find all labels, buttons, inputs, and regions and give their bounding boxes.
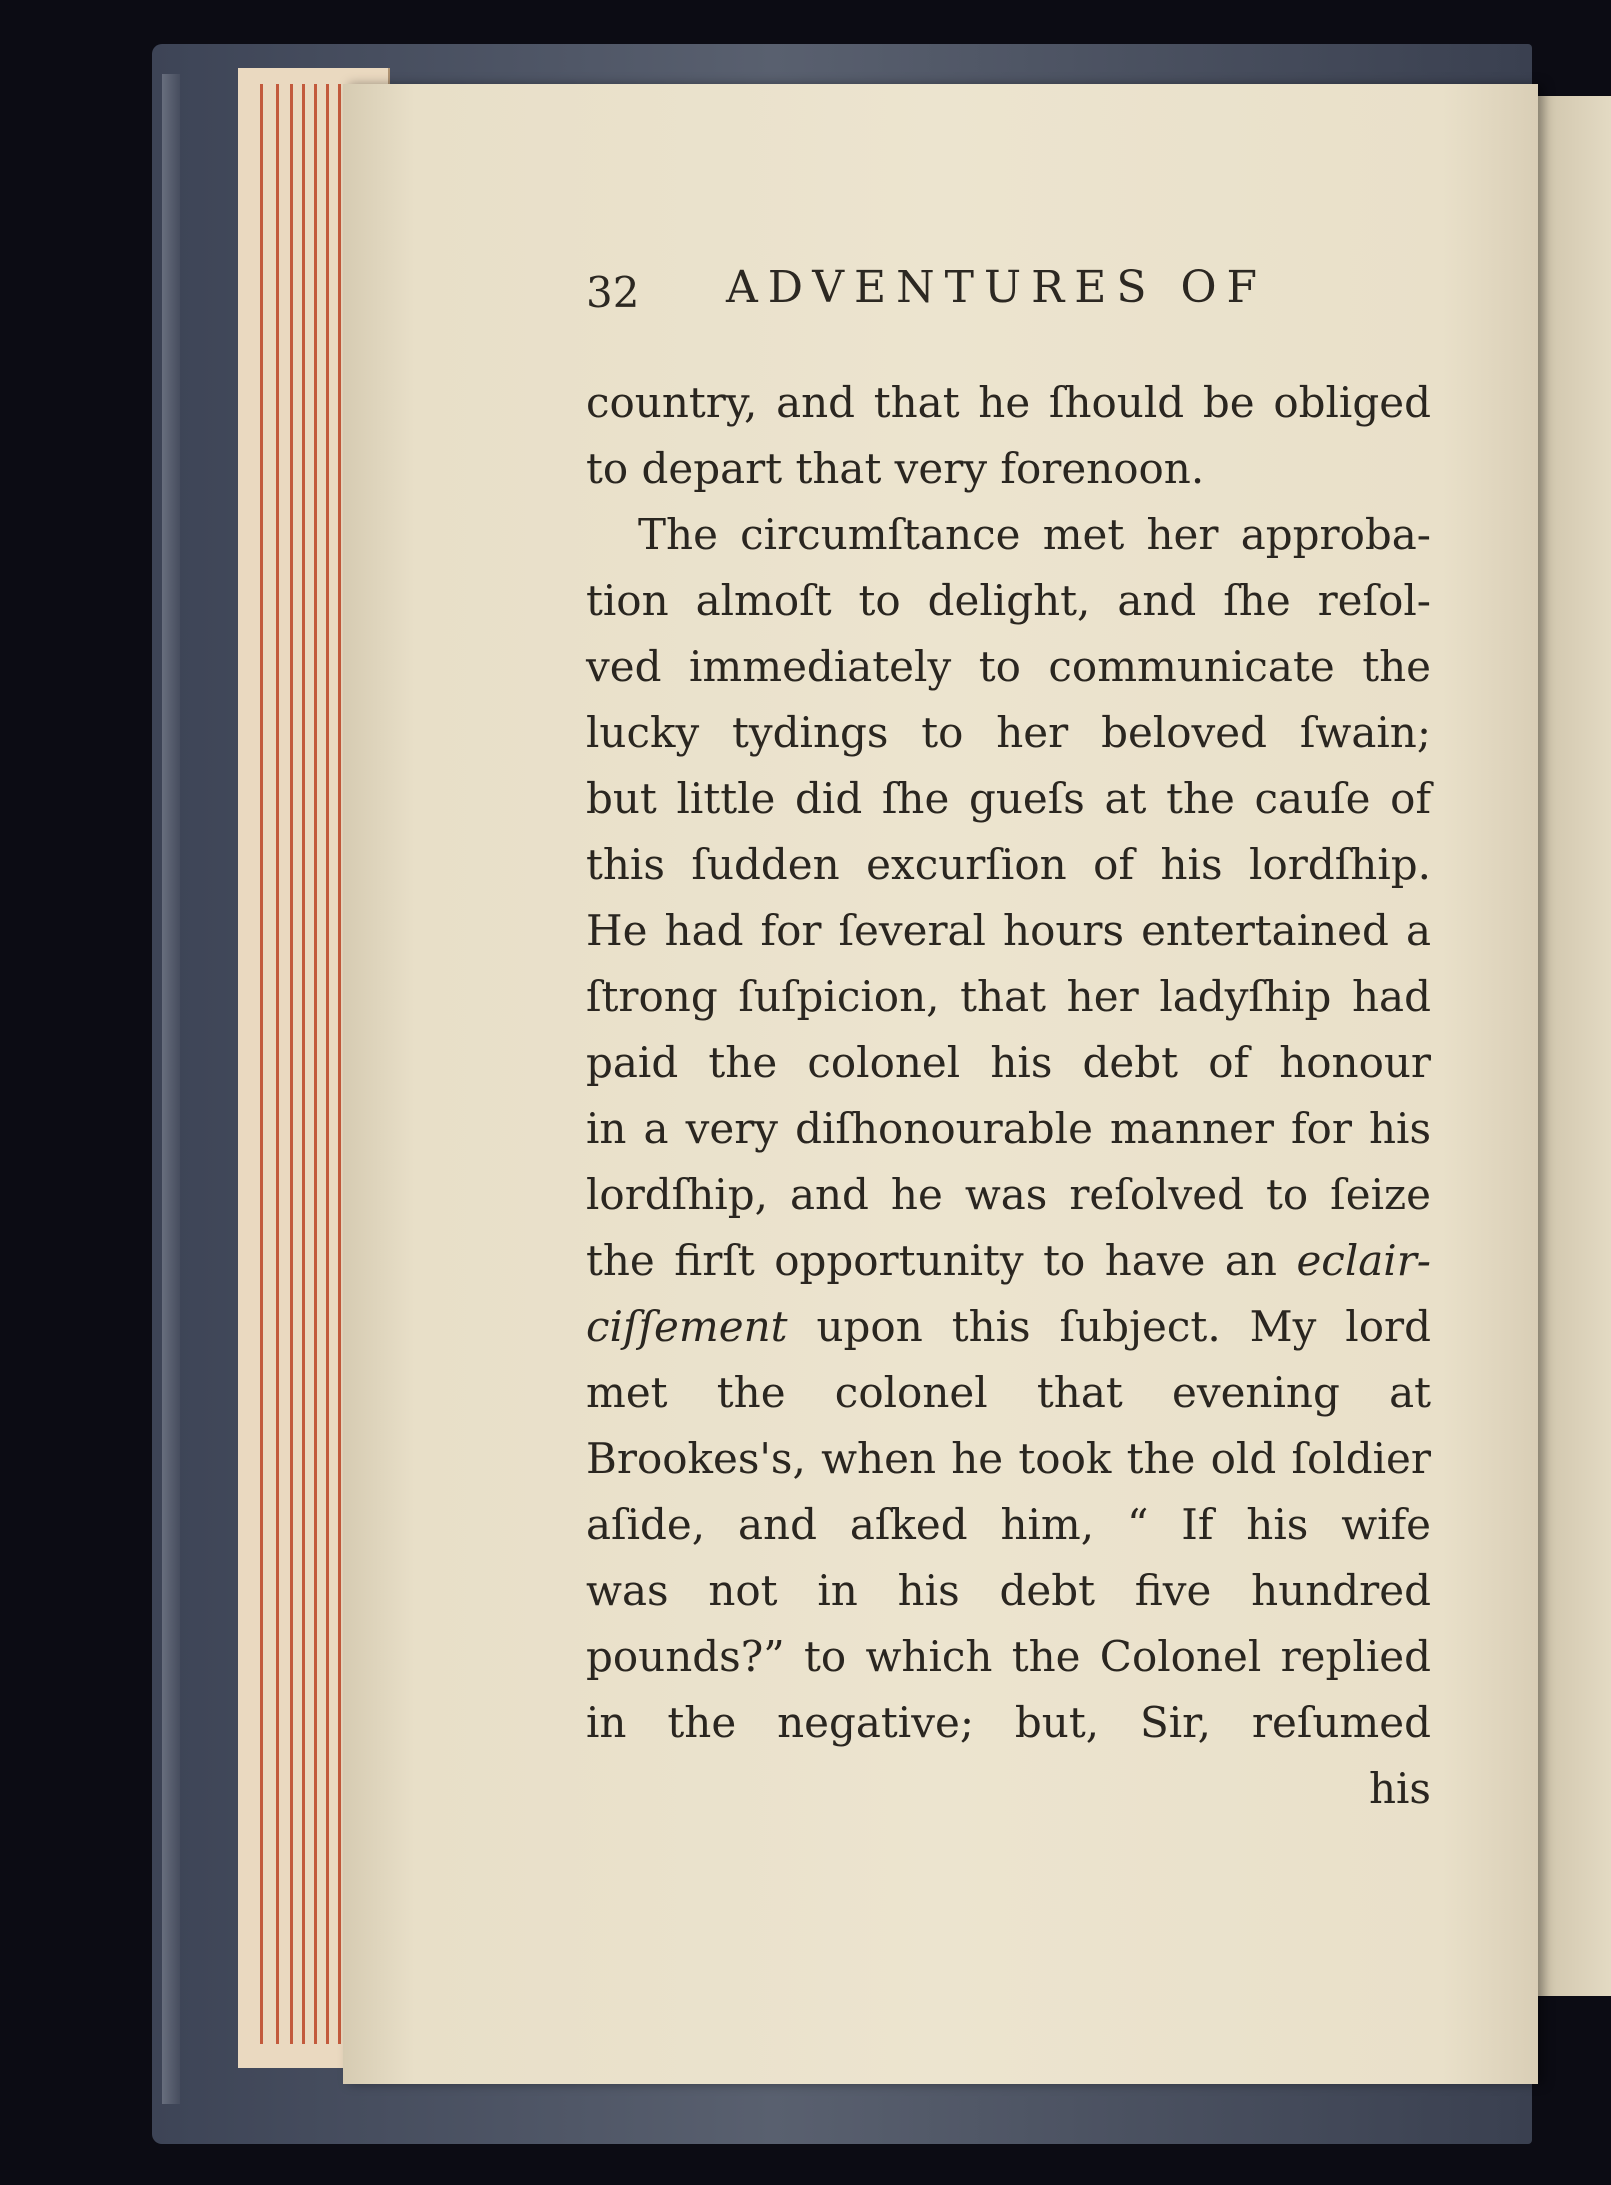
text-line [586,568,1431,634]
text-line [586,436,1431,502]
text-line [586,964,1431,1030]
running-head-title: ADVENTURES OF [726,262,1268,313]
line-text: met the colonel that evening at [586,1368,1431,1417]
text-line [586,1096,1431,1162]
line-text: Brookes's, when he took the old ſoldier [586,1434,1431,1483]
text-line [586,1162,1431,1228]
red-edge-line [338,84,341,2044]
line-text: but little did ſhe gueſs at the cauſe of [586,774,1431,823]
text-line [586,1360,1431,1426]
text-line [586,634,1431,700]
line-text: was not in his debt five hundred [586,1566,1431,1615]
text-line [586,1294,1431,1360]
text-line [586,898,1431,964]
line-text: paid the colonel his debt of honour [586,1038,1431,1087]
line-text: in the negative; but, Sir, reſumed [586,1698,1431,1747]
page-number: 32 [586,268,640,317]
text-line [586,1690,1431,1756]
body-text [586,370,1431,1822]
text-line [586,1426,1431,1492]
text-line [586,1558,1431,1624]
text-line [586,766,1431,832]
line-text: lordſhip, and he was reſolved to ſeize [586,1170,1431,1219]
line-text: ved immediately to communicate the [586,642,1431,691]
line-text: He had for ſeveral hours entertained a [586,906,1431,955]
italic-word: eclair- [1296,1236,1431,1285]
red-edge-line [260,84,263,2044]
catchword: his [1368,1764,1431,1813]
red-edge-line [276,84,279,2044]
line-text: tion almoſt to delight, and ſhe reſol- [586,576,1431,625]
line-text: ſtrong ſuſpicion, that her ladyſhip had [586,972,1431,1021]
red-edge-line [302,84,305,2044]
text-line [586,700,1431,766]
text-line [586,1228,1431,1294]
facing-leaf-edge [1536,96,1611,1996]
line-text: to depart that very forenoon. [586,444,1205,493]
text-line [586,502,1431,568]
line-text: country, and that he ſhould be obliged [586,378,1431,427]
line-text: the firſt opportunity to have an [586,1236,1277,1285]
line-text: lucky tydings to her beloved ſwain; [586,708,1431,757]
text-line [586,1492,1431,1558]
italic-word: ciſſement [586,1302,788,1351]
text-line [586,1624,1431,1690]
red-edge-line [290,84,293,2044]
line-text: this ſudden excurſion of his lordſhip. [586,840,1431,889]
text-line [586,370,1431,436]
spine-edge [162,74,180,2104]
red-edge-line [314,84,317,2044]
text-line [586,832,1431,898]
line-text: pounds?” to which the Colonel replied [586,1632,1431,1681]
line-text: upon this ſubject. My lord [816,1302,1431,1351]
red-edge-line [326,84,329,2044]
running-head [586,258,1306,328]
line-text: in a very diſhonourable manner for his [586,1104,1431,1153]
line-text: aſide, and aſked him, “ If his wife [586,1500,1431,1549]
text-line [586,1030,1431,1096]
line-text: The circumſtance met her approba- [638,510,1431,559]
